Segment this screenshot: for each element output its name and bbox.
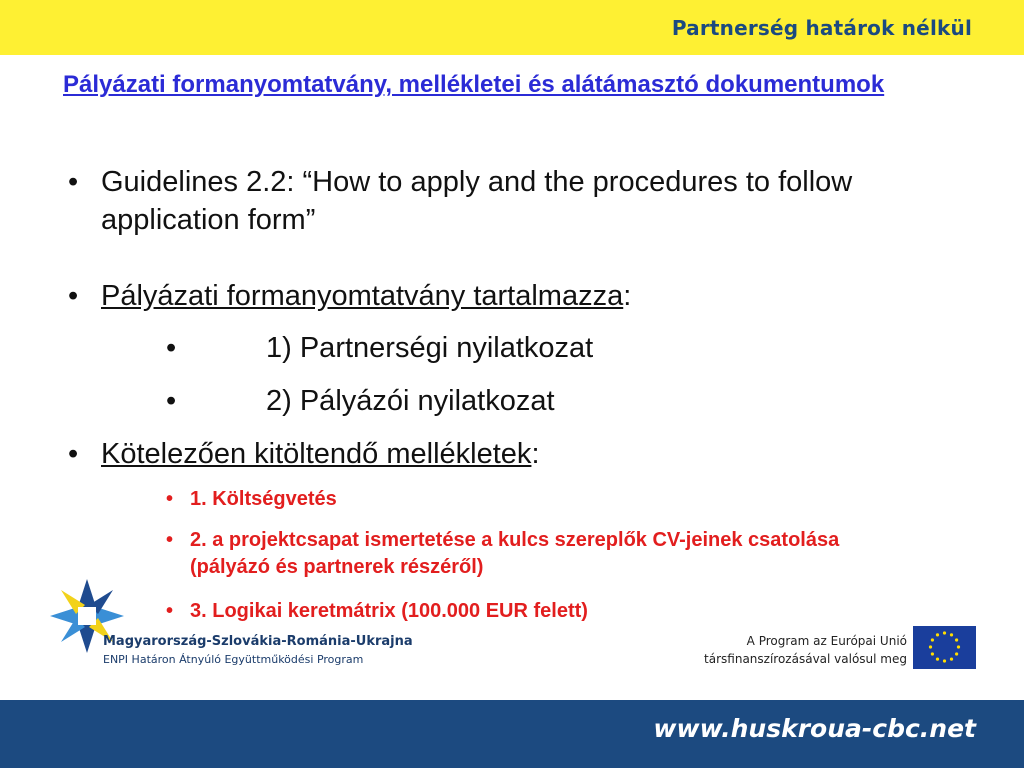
underlined-text: Kötelezően kitöltendő mellékletek xyxy=(101,438,532,470)
eu-flag-icon xyxy=(913,626,976,669)
eu-notice-line1: A Program az Európai Unió xyxy=(746,634,907,648)
bullet-suffix: : xyxy=(531,438,540,470)
bullet-dot: • xyxy=(166,488,174,510)
brand-title: Partnerség határok nélkül xyxy=(671,16,972,40)
bullet-dot: • xyxy=(68,438,79,470)
bullet-dot: • xyxy=(166,332,177,364)
program-name: Magyarország-Szlovákia-Románia-Ukrajna xyxy=(103,634,413,649)
program-subtitle: ENPI Határon Átnyúló Együttműködési Program xyxy=(103,653,364,666)
sub-bullet-text: 2) Pályázói nyilatkozat xyxy=(266,385,555,417)
slide-title: Pályázati formanyomtatvány, mellékletei és alátámasztó dokumentumok xyxy=(63,71,885,98)
bullet-dot: • xyxy=(166,600,174,622)
bullet-text xyxy=(101,435,540,473)
bullet-text xyxy=(101,277,631,315)
red-item-text: 2. a projektcsapat ismertetése a kulcs szereplők CV-jeinek csatolása (pályázó és partnerek részéről) xyxy=(190,529,840,578)
underlined-text: Pályázati formanyomtatvány tartalmazza xyxy=(101,280,624,312)
bullet-dot: • xyxy=(68,166,79,198)
bullet-suffix: : xyxy=(623,280,632,312)
eu-cofinancing-notice xyxy=(704,632,907,668)
sub-bullet-text: 1) Partnerségi nyilatkozat xyxy=(266,332,594,364)
red-item-text: 1. Költségvetés xyxy=(190,488,337,510)
eu-notice-line2: társfinanszírozásával valósul meg xyxy=(704,652,907,666)
footer-url-link[interactable]: www.huskroua-cbc.net xyxy=(653,714,976,743)
bullet-dot: • xyxy=(68,280,79,312)
bullet-text: Guidelines 2.2: “How to apply and the procedures to follow application form” xyxy=(101,166,853,236)
bullet-dot: • xyxy=(166,529,174,551)
red-item-text: 3. Logikai keretmátrix (100.000 EUR felett) xyxy=(190,600,588,622)
bullet-dot: • xyxy=(166,385,177,417)
